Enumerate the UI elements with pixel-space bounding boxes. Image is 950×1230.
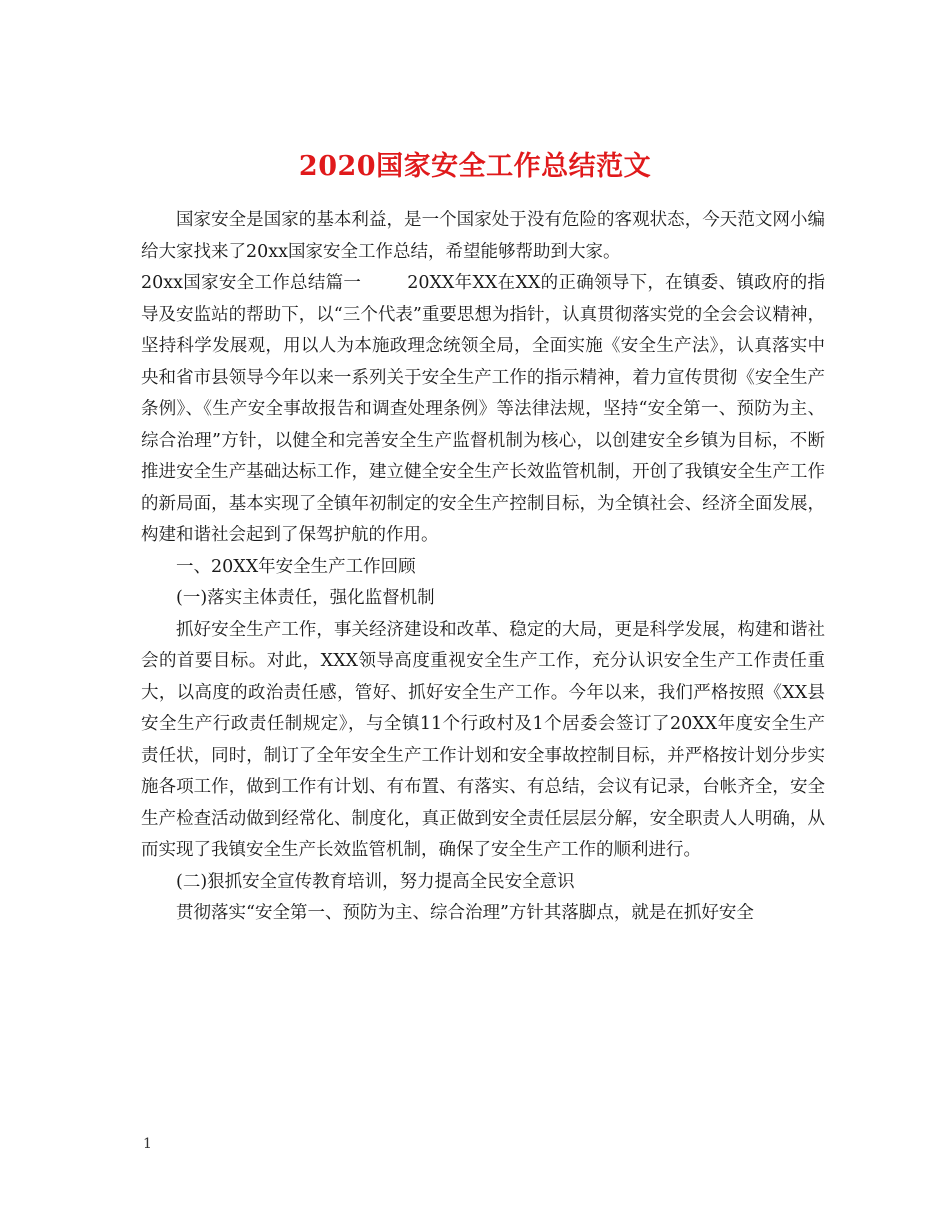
subsection-heading: (一)落实主体责任，强化监督机制 [176,588,435,608]
summary-paragraph [141,268,825,552]
document-body [141,205,825,930]
intro-paragraph: 国家安全是国家的基本利益，是一个国家处于没有危险的客观状态，今天范文网小编给大家找来了20xx国家安全工作总结，希望能够帮助到大家。 [141,210,825,262]
summary-text: 20XX年XX在XX的正确领导下，在镇委、镇政府的指导及安监站的帮助下，以“三个代表”重要思想为指针，认真贯彻落实党的全会会议精神，坚持科学发展观，用以人为本施政理念统领全局，全面实施《安全生产法》，认真落实中央和省市县领导今年以来一系列关于安全生产工作的指示精神，着力宣传贯彻《安全生产条例》、《生产安全事故报告和调查处理条例》等法律法规，坚持“安全第一、预防为主、综合治理”方针，以健全和完善安全生产监督机制为核心，以创建安全乡镇为目标，不断推进安全生产基础达标工作，建立健全安全生产长效监管机制，开创了我镇安全生产工作的新局面，基本实现了全镇年初制定的安全生产控制目标，为全镇社会、经济全面发展，构建和谐社会起到了保驾护航的作用。 [141,273,825,545]
body-paragraph: 抓好安全生产工作，事关经济建设和改革、稳定的大局，更是科学发展，构建和谐社会的首要目标。对此，XXX领导高度重视安全生产工作，充分认识安全生产工作责任重大，以高度的政治责任感，管好、抓好安全生产工作。今年以来，我们严格按照《XX县安全生产行政责任制规定》，与全镇11个行政村及1个居委会签订了20XX年度安全生产责任状，同时，制订了全年安全生产工作计划和安全事故控制目标，并严格按计划分步实施各项工作，做到工作有计划、有布置、有落实、有总结，会议有记录，台帐齐全，安全生产检查活动做到经常化、制度化，真正做到安全责任层层分解，安全职责人人明确，从而实现了我镇安全生产长效监管机制，确保了安全生产工作的顺利进行。 [141,619,825,860]
body-paragraph: 贯彻落实“安全第一、预防为主、综合治理”方针其落脚点，就是在抓好安全 [176,903,754,923]
document-title: 2020国家安全工作总结范文 [298,151,652,183]
page-number: 1 [143,1136,152,1152]
section-heading: 一、20XX年安全生产工作回顾 [176,556,416,577]
subsection-heading: (二)狠抓安全宣传教育培训，努力提高全民安全意识 [176,871,575,892]
section-lead: 20xx国家安全工作总结篇一 [141,273,362,293]
